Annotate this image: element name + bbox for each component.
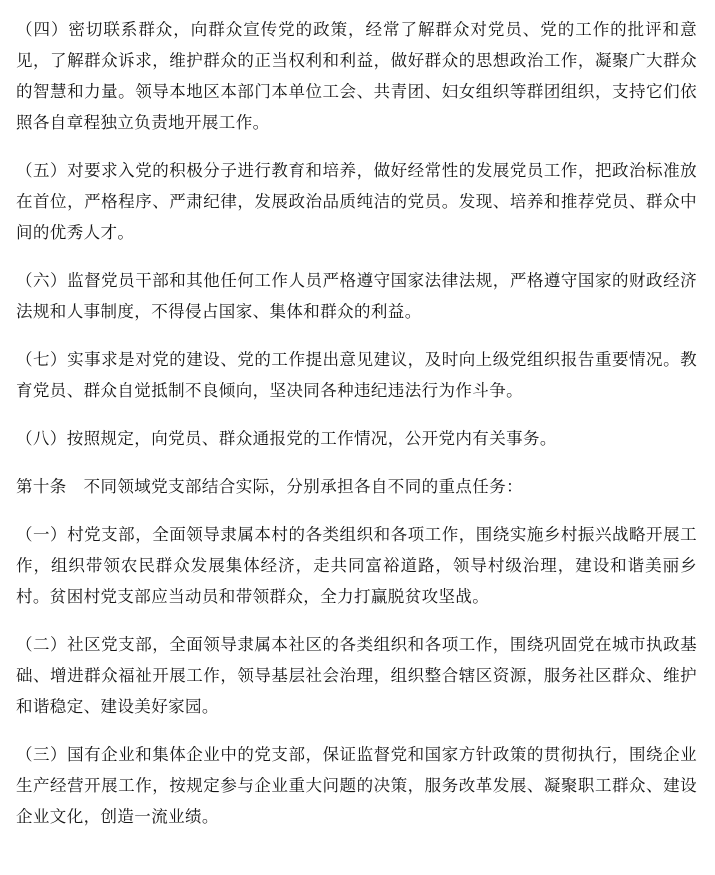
heading-article-10: 第十条 不同领域党支部结合实际，分别承担各自不同的重点任务： bbox=[16, 477, 523, 496]
paragraph-clause-9-8: （八）按照规定，向党员、群众通报党的工作情况，公开党内有关事务。 bbox=[16, 429, 557, 448]
paragraph-clause-10-2: （二）社区党支部，全面领导隶属本社区的各类组织和各项工作，围绕巩固党在城市执政基础、增进群众福祉开展工作，领导基层社会治理，组织整合辖区资源，服务社区群众、维护和谐稳定、建设美好家园。 bbox=[16, 635, 697, 716]
paragraph-clause-9-7: （七）实事求是对党的建设、党的工作提出意见建议，及时向上级党组织报告重要情况。教育党员、群众自觉抵制不良倾向，坚决同各种违纪违法行为作斗争。 bbox=[16, 350, 697, 400]
paragraph-clause-10-3: （三）国有企业和集体企业中的党支部，保证监督党和国家方针政策的贯彻执行，围绕企业生产经营开展工作，按规定参与企业重大问题的决策，服务改革发展、凝聚职工群众、建设企业文化，创造一流业绩。 bbox=[16, 745, 697, 826]
paragraph-clause-9-6: （六）监督党员干部和其他任何工作人员严格遵守国家法律法规，严格遵守国家的财政经济法规和人事制度，不得侵占国家、集体和群众的利益。 bbox=[16, 271, 697, 321]
paragraph-clause-9-4: （四）密切联系群众，向群众宣传党的政策，经常了解群众对党员、党的工作的批评和意见，了解群众诉求，维护群众的正当权利和利益，做好群众的思想政治工作，凝聚广大群众的智慧和力量。领导本地区本部门本单位工会、共青团、妇女组织等群团组织，支持它们依照各自章程独立负责地开展工作。 bbox=[16, 20, 697, 132]
paragraph-clause-10-1: （一）村党支部，全面领导隶属本村的各类组织和各项工作，围绕实施乡村振兴战略开展工作，组织带领农民群众发展集体经济，走共同富裕道路，领导村级治理，建设和谐美丽乡村。贫困村党支部应当动员和带领群众，全力打赢脱贫攻坚战。 bbox=[16, 525, 697, 606]
paragraph-clause-9-5: （五）对要求入党的积极分子进行教育和培养，做好经常性的发展党员工作，把政治标准放在首位，严格程序、严肃纪律，发展政治品质纯洁的党员。发现、培养和推荐党员、群众中间的优秀人才。 bbox=[16, 161, 697, 242]
